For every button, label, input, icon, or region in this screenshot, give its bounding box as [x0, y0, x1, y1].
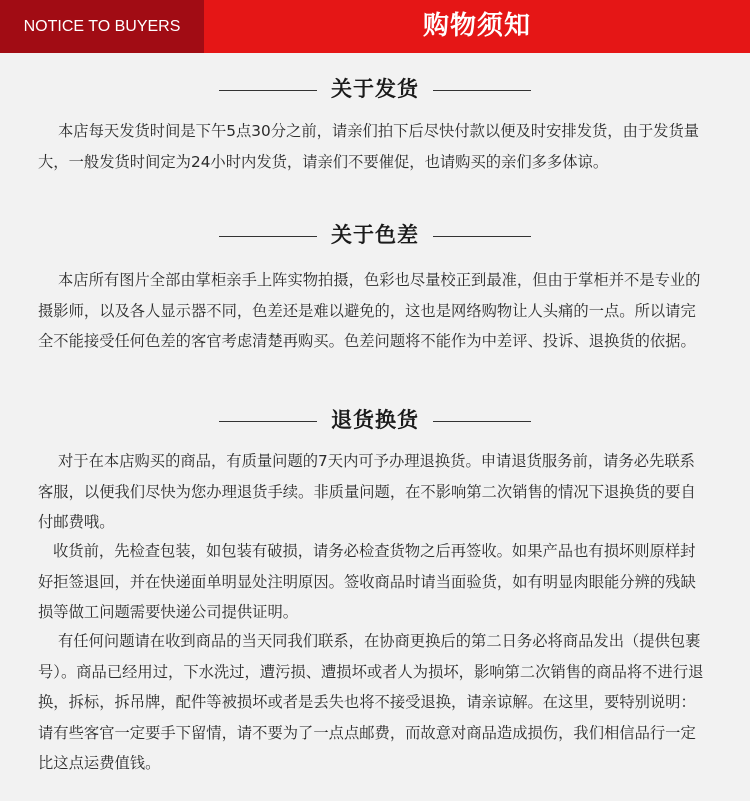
- notice-tag: NOTICE TO BUYERS: [0, 0, 204, 53]
- returns-paragraph-1: 对于在本店购买的商品，有质量问题的7天内可予办理退换货。申请退货服务前，请务必先联系客服，以便我们尽快为您办理退货手续。非质量问题，在不影响第二次销售的情况下退换货的要自付邮费哦。: [38, 452, 696, 531]
- title-rule-left: [219, 90, 317, 91]
- title-rule-right: [433, 236, 531, 237]
- section-title-returns: 退货换货: [0, 404, 750, 434]
- title-rule-right: [433, 421, 531, 422]
- title-rule-left: [219, 421, 317, 422]
- section-title-color-difference: 关于色差: [0, 219, 750, 249]
- returns-paragraph-2: 收货前，先检查包装，如包装有破损，请务必检查货物之后再签收。如果产品也有损坏则原样封好拒签退回，并在快递面单明显处注明原因。签收商品时请当面验货，如有明显肉眼能分辨的残缺损等做工问题需要快递公司提供证明。: [38, 542, 696, 621]
- title-rule-right: [433, 90, 531, 91]
- color-difference-paragraph: 本店所有图片全部由掌柜亲手上阵实物拍摄，色彩也尽量校正到最准，但由于掌柜并不是专业的摄影师，以及各人显示器不同，色差还是难以避免的，这也是网络购物让人头痛的一点。所以请完全不能接受任何色差的客官考虑清楚再购买。色差问题将不能作为中差评、投诉、退换货的依据。: [38, 271, 701, 350]
- returns-paragraph-3: 有任何问题请在收到商品的当天同我们联系，在协商更换后的第二日务必将商品发出（提供包裹号）。商品已经用过，下水洗过，遭污损、遭损坏或者人为损坏，影响第二次销售的商品将不进行退换，拆标，拆吊牌，配件等被损坏或者是丢失也将不接受退换，请亲谅解。在这里，要特别说明：请有些客官一定要手下留情，请不要为了一点点邮费，而故意对商品造成损伤，我们相信品行一定比这点运费值钱。: [38, 632, 704, 772]
- title-rule-left: [219, 236, 317, 237]
- page-title: 购物须知: [422, 11, 531, 41]
- shipping-paragraph: 本店每天发货时间是下午5点30分之前，请亲们拍下后尽快付款以便及时安排发货，由于发货量大，一般发货时间定为24小时内发货，请亲们不要催促，也请购买的亲们多多体谅。: [38, 122, 700, 171]
- section-title-shipping: 关于发货: [0, 73, 750, 103]
- header-banner: [0, 0, 750, 53]
